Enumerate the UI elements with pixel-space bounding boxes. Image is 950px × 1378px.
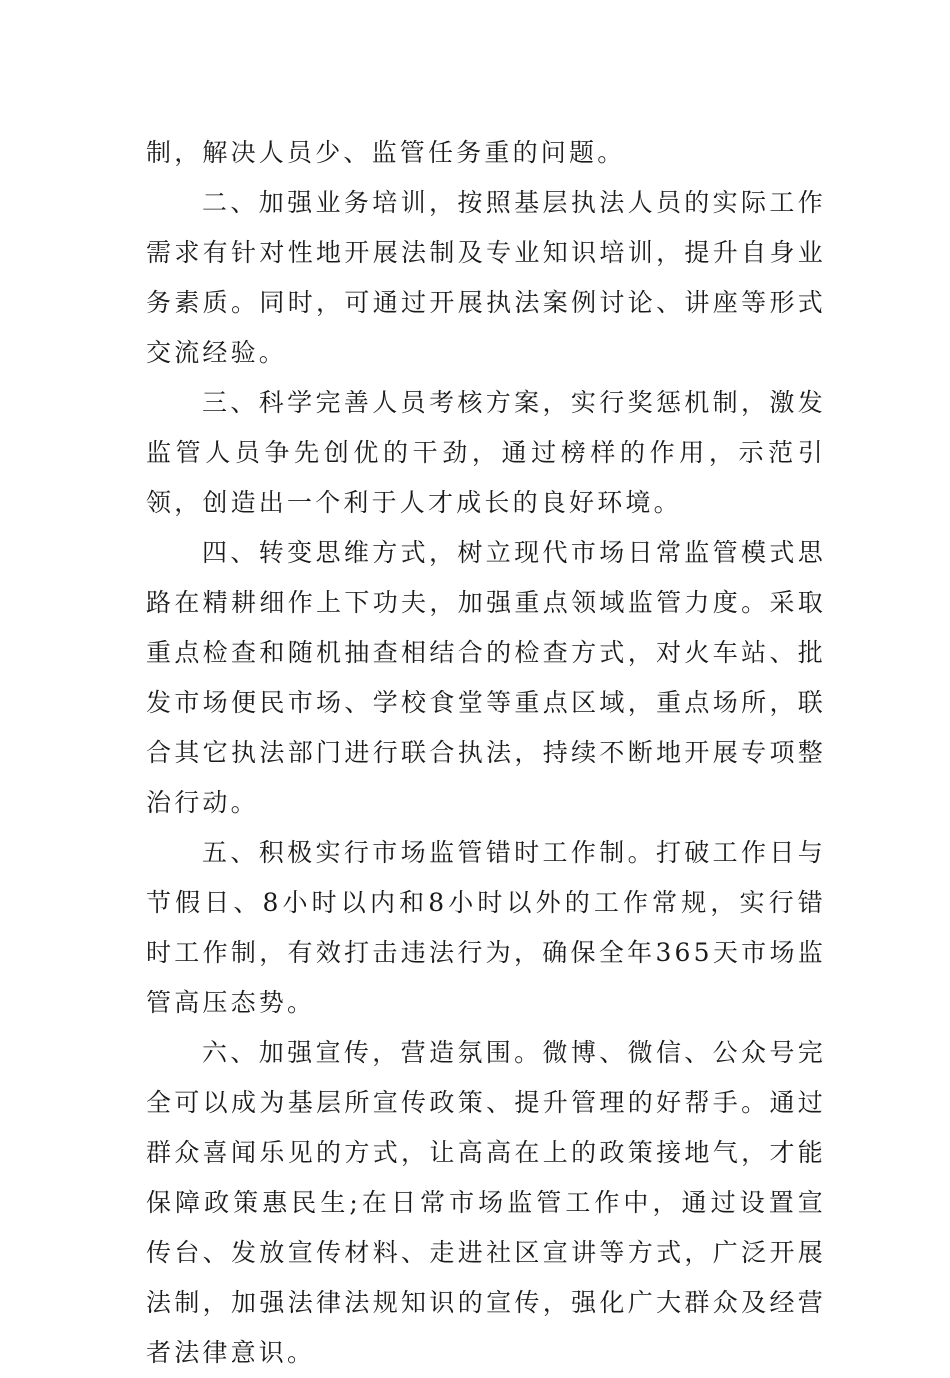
document-body	[146, 128, 826, 1378]
paragraph-6-publicity: 六、加强宣传，营造氛围。微博、微信、公众号完全可以成为基层所宣传政策、提升管理的好帮手。通过群众喜闻乐见的方式，让高高在上的政策接地气，才能保障政策惠民生;在日常市场监管工作中，通过设置宣传台、发放宣传材料、走进社区宣讲等方式，广泛开展法制，加强法律法规知识的宣传，强化广大群众及经营者法律意识。	[146, 1038, 826, 1367]
paragraph-continuation: 制，解决人员少、监管任务重的问题。	[146, 138, 626, 167]
paragraph-3-assessment: 三、科学完善人员考核方案，实行奖惩机制，激发监管人员争先创优的干劲，通过榜样的作用，示范引领，创造出一个利于人才成长的良好环境。	[146, 388, 826, 517]
paragraph-4-thinking-mode: 四、转变思维方式，树立现代市场日常监管模式思路在精耕细作上下功夫，加强重点领域监管力度。采取重点检查和随机抽查相结合的检查方式，对火车站、批发市场便民市场、学校食堂等重点区域，重点场所，联合其它执法部门进行联合执法，持续不断地开展专项整治行动。	[146, 538, 826, 817]
paragraph-2-business-training: 二、加强业务培训，按照基层执法人员的实际工作需求有针对性地开展法制及专业知识培训，提升自身业务素质。同时，可通过开展执法案例讨论、讲座等形式交流经验。	[146, 188, 826, 367]
paragraph-5-staggered-work: 五、积极实行市场监管错时工作制。打破工作日与节假日、8小时以内和8小时以外的工作常规，实行错时工作制，有效打击违法行为，确保全年365天市场监管高压态势。	[146, 838, 826, 1017]
